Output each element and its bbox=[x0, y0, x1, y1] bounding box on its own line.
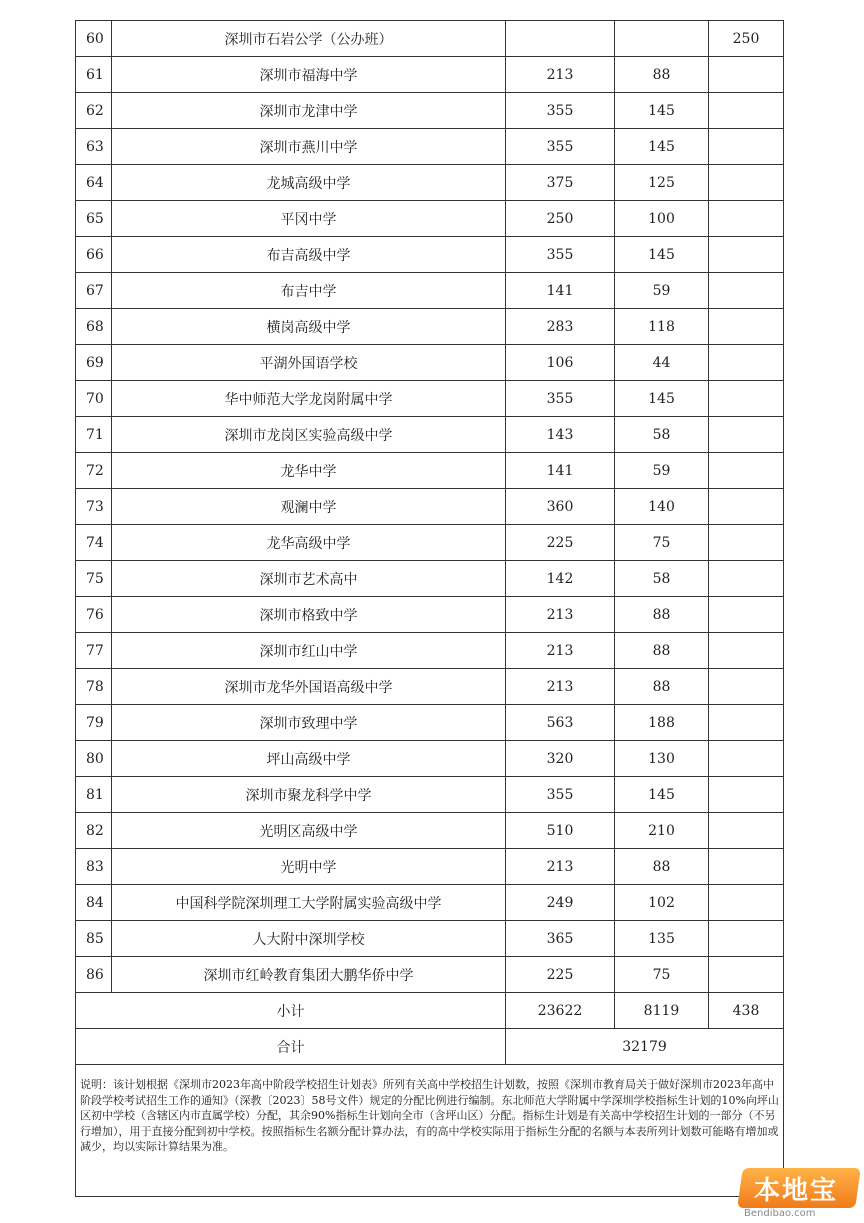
quota-table bbox=[75, 20, 784, 1197]
quota-a: 225 bbox=[506, 957, 615, 993]
school-name: 深圳市格致中学 bbox=[112, 597, 506, 633]
table-row bbox=[76, 453, 784, 489]
quota-a: 141 bbox=[506, 453, 615, 489]
table-row bbox=[76, 129, 784, 165]
school-name: 深圳市石岩公学（公办班） bbox=[112, 21, 506, 57]
row-number: 74 bbox=[76, 525, 112, 561]
school-name: 横岗高级中学 bbox=[112, 309, 506, 345]
quota-a: 213 bbox=[506, 849, 615, 885]
school-name: 光明区高级中学 bbox=[112, 813, 506, 849]
quota-c bbox=[709, 921, 784, 957]
row-number: 76 bbox=[76, 597, 112, 633]
school-name: 龙城高级中学 bbox=[112, 165, 506, 201]
quota-a: 510 bbox=[506, 813, 615, 849]
quota-c bbox=[709, 525, 784, 561]
table-row bbox=[76, 417, 784, 453]
row-number: 85 bbox=[76, 921, 112, 957]
school-name: 龙华高级中学 bbox=[112, 525, 506, 561]
quota-table-body bbox=[76, 21, 784, 993]
quota-b: 88 bbox=[615, 57, 709, 93]
quota-b: 118 bbox=[615, 309, 709, 345]
quota-b: 145 bbox=[615, 237, 709, 273]
quota-b: 59 bbox=[615, 453, 709, 489]
quota-b: 130 bbox=[615, 741, 709, 777]
quota-b: 145 bbox=[615, 93, 709, 129]
school-name: 深圳市龙华外国语高级中学 bbox=[112, 669, 506, 705]
quota-b: 125 bbox=[615, 165, 709, 201]
subtotal-a: 23622 bbox=[506, 993, 615, 1029]
row-number: 64 bbox=[76, 165, 112, 201]
row-number: 61 bbox=[76, 57, 112, 93]
school-name: 平湖外国语学校 bbox=[112, 345, 506, 381]
quota-c bbox=[709, 669, 784, 705]
subtotal-row bbox=[76, 993, 784, 1029]
table-row bbox=[76, 741, 784, 777]
quota-a: 320 bbox=[506, 741, 615, 777]
school-name: 深圳市艺术高中 bbox=[112, 561, 506, 597]
quota-c bbox=[709, 741, 784, 777]
quota-c bbox=[709, 633, 784, 669]
table-row bbox=[76, 705, 784, 741]
quota-b: 88 bbox=[615, 849, 709, 885]
quota-b bbox=[615, 21, 709, 57]
school-name: 坪山高级中学 bbox=[112, 741, 506, 777]
table-row bbox=[76, 345, 784, 381]
table-row bbox=[76, 777, 784, 813]
quota-c bbox=[709, 417, 784, 453]
quota-c bbox=[709, 381, 784, 417]
school-name: 深圳市红山中学 bbox=[112, 633, 506, 669]
quota-a: 249 bbox=[506, 885, 615, 921]
table-row bbox=[76, 957, 784, 993]
row-number: 71 bbox=[76, 417, 112, 453]
note-row bbox=[76, 1065, 784, 1197]
quota-a: 355 bbox=[506, 129, 615, 165]
quota-c bbox=[709, 309, 784, 345]
table-row bbox=[76, 21, 784, 57]
quota-a bbox=[506, 21, 615, 57]
table-row bbox=[76, 813, 784, 849]
quota-a: 141 bbox=[506, 273, 615, 309]
school-name: 布吉中学 bbox=[112, 273, 506, 309]
table-row bbox=[76, 237, 784, 273]
school-name: 人大附中深圳学校 bbox=[112, 921, 506, 957]
quota-a: 355 bbox=[506, 93, 615, 129]
total-label: 合计 bbox=[76, 1029, 506, 1065]
quota-c bbox=[709, 705, 784, 741]
quota-c bbox=[709, 165, 784, 201]
row-number: 62 bbox=[76, 93, 112, 129]
table-row bbox=[76, 309, 784, 345]
quota-table-sheet bbox=[75, 20, 783, 1197]
quota-c bbox=[709, 489, 784, 525]
quota-b: 58 bbox=[615, 561, 709, 597]
table-row bbox=[76, 165, 784, 201]
quota-a: 142 bbox=[506, 561, 615, 597]
quota-c bbox=[709, 597, 784, 633]
school-name: 深圳市致理中学 bbox=[112, 705, 506, 741]
quota-b: 88 bbox=[615, 669, 709, 705]
quota-b: 59 bbox=[615, 273, 709, 309]
school-name: 深圳市福海中学 bbox=[112, 57, 506, 93]
table-row bbox=[76, 921, 784, 957]
quota-b: 44 bbox=[615, 345, 709, 381]
row-number: 77 bbox=[76, 633, 112, 669]
row-number: 73 bbox=[76, 489, 112, 525]
row-number: 70 bbox=[76, 381, 112, 417]
row-number: 80 bbox=[76, 741, 112, 777]
quota-b: 188 bbox=[615, 705, 709, 741]
table-row bbox=[76, 885, 784, 921]
row-number: 68 bbox=[76, 309, 112, 345]
quota-a: 213 bbox=[506, 669, 615, 705]
quota-b: 88 bbox=[615, 633, 709, 669]
quota-b: 102 bbox=[615, 885, 709, 921]
quota-c bbox=[709, 453, 784, 489]
school-name: 龙华中学 bbox=[112, 453, 506, 489]
school-name: 深圳市龙津中学 bbox=[112, 93, 506, 129]
quota-b: 140 bbox=[615, 489, 709, 525]
row-number: 81 bbox=[76, 777, 112, 813]
row-number: 63 bbox=[76, 129, 112, 165]
quota-b: 58 bbox=[615, 417, 709, 453]
quota-c bbox=[709, 201, 784, 237]
table-row bbox=[76, 201, 784, 237]
logo-brand-text: 本地宝 bbox=[754, 1176, 839, 1206]
bendibao-logo bbox=[740, 1168, 858, 1220]
quota-b: 100 bbox=[615, 201, 709, 237]
quota-a: 213 bbox=[506, 597, 615, 633]
row-number: 65 bbox=[76, 201, 112, 237]
row-number: 82 bbox=[76, 813, 112, 849]
quota-c bbox=[709, 957, 784, 993]
quota-a: 225 bbox=[506, 525, 615, 561]
table-row bbox=[76, 633, 784, 669]
subtotal-b: 8119 bbox=[615, 993, 709, 1029]
school-name: 布吉高级中学 bbox=[112, 237, 506, 273]
logo-url-text: Bendibao.com bbox=[744, 1208, 816, 1219]
quota-a: 360 bbox=[506, 489, 615, 525]
quota-a: 355 bbox=[506, 381, 615, 417]
quota-b: 145 bbox=[615, 129, 709, 165]
quota-c: 250 bbox=[709, 21, 784, 57]
school-name: 深圳市红岭教育集团大鹏华侨中学 bbox=[112, 957, 506, 993]
school-name: 华中师范大学龙岗附属中学 bbox=[112, 381, 506, 417]
row-number: 60 bbox=[76, 21, 112, 57]
table-row bbox=[76, 849, 784, 885]
quota-c bbox=[709, 777, 784, 813]
table-row bbox=[76, 489, 784, 525]
quota-c bbox=[709, 273, 784, 309]
quota-c bbox=[709, 93, 784, 129]
school-name: 深圳市聚龙科学中学 bbox=[112, 777, 506, 813]
total-value: 32179 bbox=[506, 1029, 784, 1065]
row-number: 79 bbox=[76, 705, 112, 741]
quota-b: 75 bbox=[615, 957, 709, 993]
school-name: 深圳市燕川中学 bbox=[112, 129, 506, 165]
quota-a: 250 bbox=[506, 201, 615, 237]
quota-c bbox=[709, 57, 784, 93]
quota-b: 135 bbox=[615, 921, 709, 957]
total-row bbox=[76, 1029, 784, 1065]
quota-c bbox=[709, 849, 784, 885]
table-row bbox=[76, 561, 784, 597]
quota-c bbox=[709, 237, 784, 273]
subtotal-label: 小计 bbox=[76, 993, 506, 1029]
quota-a: 143 bbox=[506, 417, 615, 453]
school-name: 中国科学院深圳理工大学附属实验高级中学 bbox=[112, 885, 506, 921]
table-row bbox=[76, 525, 784, 561]
row-number: 66 bbox=[76, 237, 112, 273]
table-row bbox=[76, 57, 784, 93]
quota-a: 213 bbox=[506, 57, 615, 93]
quota-b: 145 bbox=[615, 381, 709, 417]
quota-c bbox=[709, 885, 784, 921]
quota-a: 375 bbox=[506, 165, 615, 201]
table-row bbox=[76, 381, 784, 417]
row-number: 84 bbox=[76, 885, 112, 921]
quota-b: 88 bbox=[615, 597, 709, 633]
quota-c bbox=[709, 813, 784, 849]
table-row bbox=[76, 273, 784, 309]
quota-a: 355 bbox=[506, 237, 615, 273]
row-number: 72 bbox=[76, 453, 112, 489]
quota-b: 145 bbox=[615, 777, 709, 813]
quota-a: 563 bbox=[506, 705, 615, 741]
table-row bbox=[76, 597, 784, 633]
quota-a: 283 bbox=[506, 309, 615, 345]
table-row bbox=[76, 669, 784, 705]
school-name: 观澜中学 bbox=[112, 489, 506, 525]
subtotal-c: 438 bbox=[709, 993, 784, 1029]
quota-a: 213 bbox=[506, 633, 615, 669]
quota-c bbox=[709, 129, 784, 165]
quota-a: 355 bbox=[506, 777, 615, 813]
note-text: 说明：该计划根据《深圳市2023年高中阶段学校招生计划表》所列有关高中学校招生计划数，按照《深圳市教育局关于做好深圳市2023年高中阶段学校考试招生工作的通知》（深教〔2023〕58号文件）规定的分配比例进行编制。东北师范大学附属中学深圳学校指标生计划的10%向坪山区初中学校（含辖区内市直属学校）分配，其余90%指标生计划向全市（含坪山区）分配。指标生计划是有关高中学校招生计划的一部分（不另行增加），用于直接分配到初中学校。按照指标生名额分配计算办法，有的高中学校实际用于指标生分配的名额与本表所列计划数可能略有增加或减少，均以实际计算结果为准。 bbox=[76, 1065, 784, 1197]
quota-b: 75 bbox=[615, 525, 709, 561]
table-row bbox=[76, 93, 784, 129]
row-number: 75 bbox=[76, 561, 112, 597]
school-name: 深圳市龙岗区实验高级中学 bbox=[112, 417, 506, 453]
quota-c bbox=[709, 345, 784, 381]
row-number: 83 bbox=[76, 849, 112, 885]
quota-a: 106 bbox=[506, 345, 615, 381]
row-number: 69 bbox=[76, 345, 112, 381]
quota-a: 365 bbox=[506, 921, 615, 957]
school-name: 平冈中学 bbox=[112, 201, 506, 237]
quota-b: 210 bbox=[615, 813, 709, 849]
row-number: 78 bbox=[76, 669, 112, 705]
quota-c bbox=[709, 561, 784, 597]
row-number: 86 bbox=[76, 957, 112, 993]
row-number: 67 bbox=[76, 273, 112, 309]
school-name: 光明中学 bbox=[112, 849, 506, 885]
